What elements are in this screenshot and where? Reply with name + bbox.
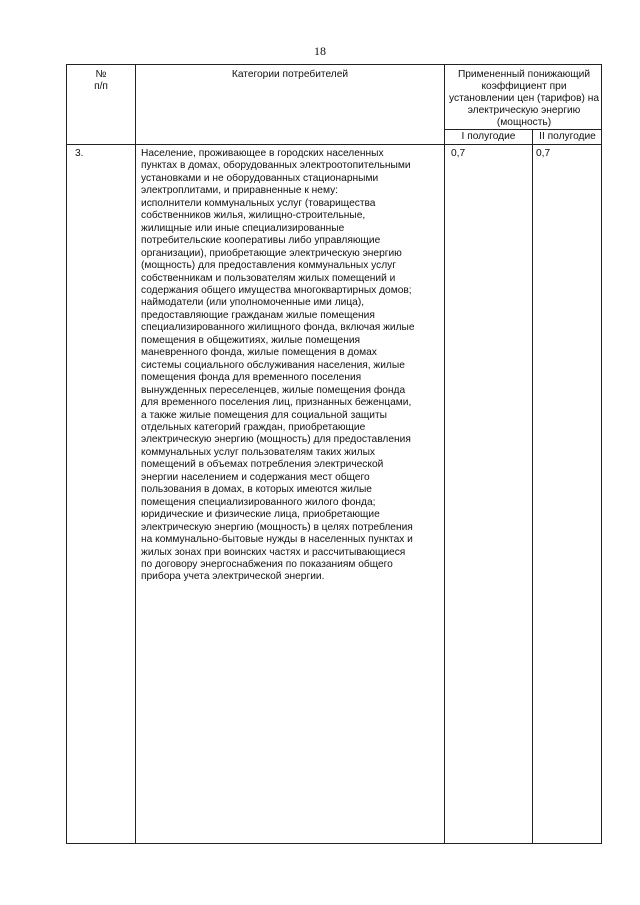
page-number: 18 — [314, 44, 326, 58]
row-half-1-value: 0,7 — [451, 148, 466, 159]
row-category-text: Население, проживающее в городских населенных пунктах в домах, оборудованных электроотопительными установками и не оборудованных стационарными электроплитами, и приравненные к нему: исполнители коммунальных услуг (товарищества собственников жилья, жилищно-строительные, жилищные или иные специализированные потребительские кооперативы либо управляющие организации), приобретающие электрическую энергию (мощность) для предоставления коммунальных услуг собственникам и пользователям жилых помещений и содержания общего имущества многоквартирных домов; наймодатели (или уполномоченные ими лица), предоставляющие гражданам жилые помещения специализированного жилищного фонда, включая жилые помещения в общежитиях, жилые помещения маневренного фонда, жилые помещения в домах системы социального обслуживания населения, жилые помещения фонда для временного поселения вынужденных переселенцев, жилые помещения фонда для временного поселения лиц, признанных беженцами, а также жилые помещения для социальной защиты отдельных категорий граждан, приобретающие электрическую энергию (мощность) для предоставления коммунальных услуг пользователям таких жилых помещений в объемах потребления электрической энергии населением и содержания мест общего пользования в домах, в которых имеются жилые помещения специализированного жилого фонда; юридические и физические лица, приобретающие электрическую энергию (мощность) в целях потребления на коммунально-бытовые нужды в населенных пунктах и жилых зонах при воинских частях и рассчитывающиеся по договору энергоснабжения по показаниям общего прибора учета электрической энергии. — [141, 148, 415, 583]
header-coefficient: Примененный понижающий коэффициент при установлении цен (тарифов) на электрическую энергию (мощность) — [449, 69, 599, 128]
header-subdivider — [444, 129, 602, 130]
row-half-2-value: 0,7 — [536, 148, 551, 159]
header-category: Категории потребителей — [231, 69, 349, 80]
col-divider-num — [135, 65, 136, 843]
header-half-2: II полугодие — [539, 131, 596, 142]
col-divider-half — [532, 129, 533, 843]
header-bottom-line — [67, 144, 602, 145]
tariff-table — [66, 64, 602, 844]
row-num: 3. — [75, 148, 84, 159]
col-divider-category — [444, 65, 445, 843]
header-half-1: I полугодие — [461, 131, 516, 142]
header-num: № п/п — [94, 69, 108, 92]
